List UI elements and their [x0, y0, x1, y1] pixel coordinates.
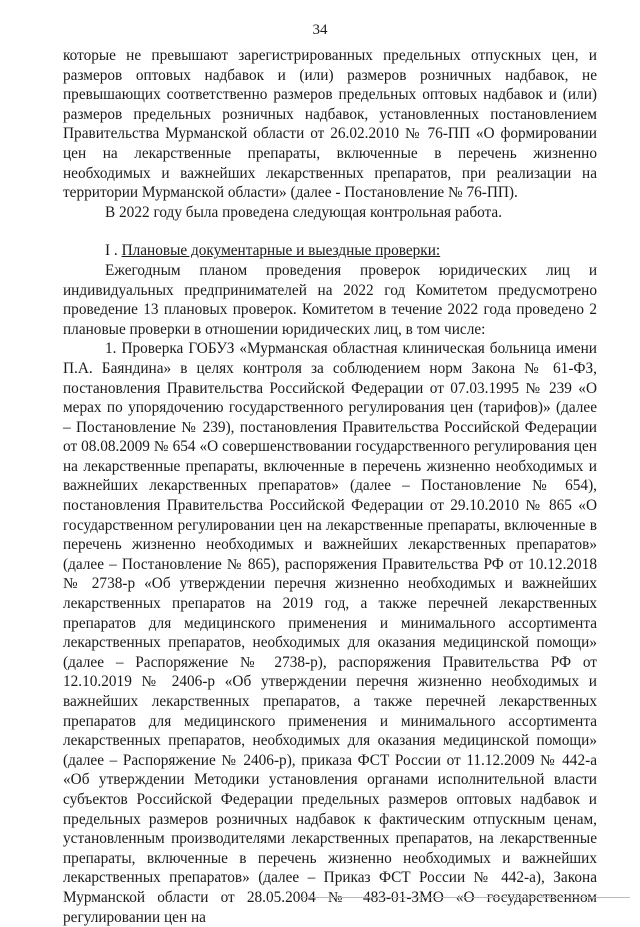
page-number: 34: [312, 22, 328, 38]
paragraph-spacer: [63, 222, 597, 241]
paragraph-annual-plan: Ежегодным планом проведения проверок юридических лиц и индивидуальных предпринимателей на 2022 год Комитетом предусмотрено проведение 13 плановых проверок. Комитетом в течение 2022 года проведено 2 плановые проверки в отношении юридических лиц, в том числе:: [63, 261, 597, 338]
paragraph-price-regulation-continuation: которые не превышают зарегистрированных предельных отпускных цен, и размеров оптовых надбавок и (или) размеров розничных надбавок, не превышающих соответственно размеров предельных оптовых надбавок и (или) размеров предельных розничных надбавок, установленных постановлением Правительства Мурманской области от 26.02.2010 № 76-ПП «О формировании цен на лекарственные препараты, включенные в перечень жизненно необходимых и важнейших лекарственных препаратов, при реализации на территории Мурманской области» (далее - Постановление № 76-ПП).: [63, 47, 597, 202]
paragraph-control-work-intro: В 2022 году была проведена следующая контрольная работа.: [105, 203, 503, 221]
document-body: [63, 46, 597, 927]
paragraph-inspection-1: 1. Проверка ГОБУЗ «Мурманская областная клиническая больница имени П.А. Баяндина» в целях контроля за соблюдением норм Закона № 61-ФЗ, постановления Правительства Российской Федерации от 07.03.1995 № 239 «О мерах по упорядочению государственного регулирования цен (тарифов)» (далее – Постановление № 239), постановления Правительства Российской Федерации от 08.08.2009 № 654 «О совершенствовании государственного регулирования цен на лекарственные препараты, включенные в перечень жизненно необходимых и важнейших лекарственных препаратов» (далее – Постановление № 654), постановления Правительства Российской Федерации от 29.10.2010 № 865 «О государственном регулировании цен на лекарственные препараты, включенные в перечень жизненно необходимых и важнейших лекарственных препаратов» (далее – Постановление № 865), распоряжения Правительства РФ от 10.12.2018 № 2738-р «Об утверждении перечня жизненно необходимых и важнейших лекарственных препаратов на 2019 год, а также перечней лекарственных препаратов для медицинского применения и минимального ассортимента лекарственных препаратов, необходимых для оказания медицинской помощи» (далее – Распоряжение № 2738-р), распоряжения Правительства РФ от 12.10.2019 № 2406-р «Об утверждении перечня жизненно необходимых и важнейших лекарственных препаратов, а также перечней лекарственных препаратов для медицинского применения и минимального ассортимента лекарственных препаратов, необходимых для оказания медицинской помощи» (далее – Распоряжение № 2406-р), приказа ФСТ России от 11.12.2009 № 442-а «Об утверждении Методики установления органами исполнительной власти субъектов Российской Федерации предельных размеров оптовых надбавок и предельных размеров розничных надбавок к фактическим отпускным ценам, установленным производителями лекарственных препаратов, на лекарственные препараты, включенные в перечень жизненно необходимых и важнейших лекарственных препаратов» (далее – Приказ ФСТ России № 442-а), Закона Мурманской области от 28.05.2004 № 483-01-ЗМО «О государственном регулировании цен на: [63, 340, 597, 926]
bottom-divider: [300, 897, 630, 898]
section-heading: [63, 241, 597, 261]
section-heading-title: Плановые документарные и выездные проверки:: [121, 242, 441, 260]
section-heading-number: I .: [105, 242, 122, 260]
